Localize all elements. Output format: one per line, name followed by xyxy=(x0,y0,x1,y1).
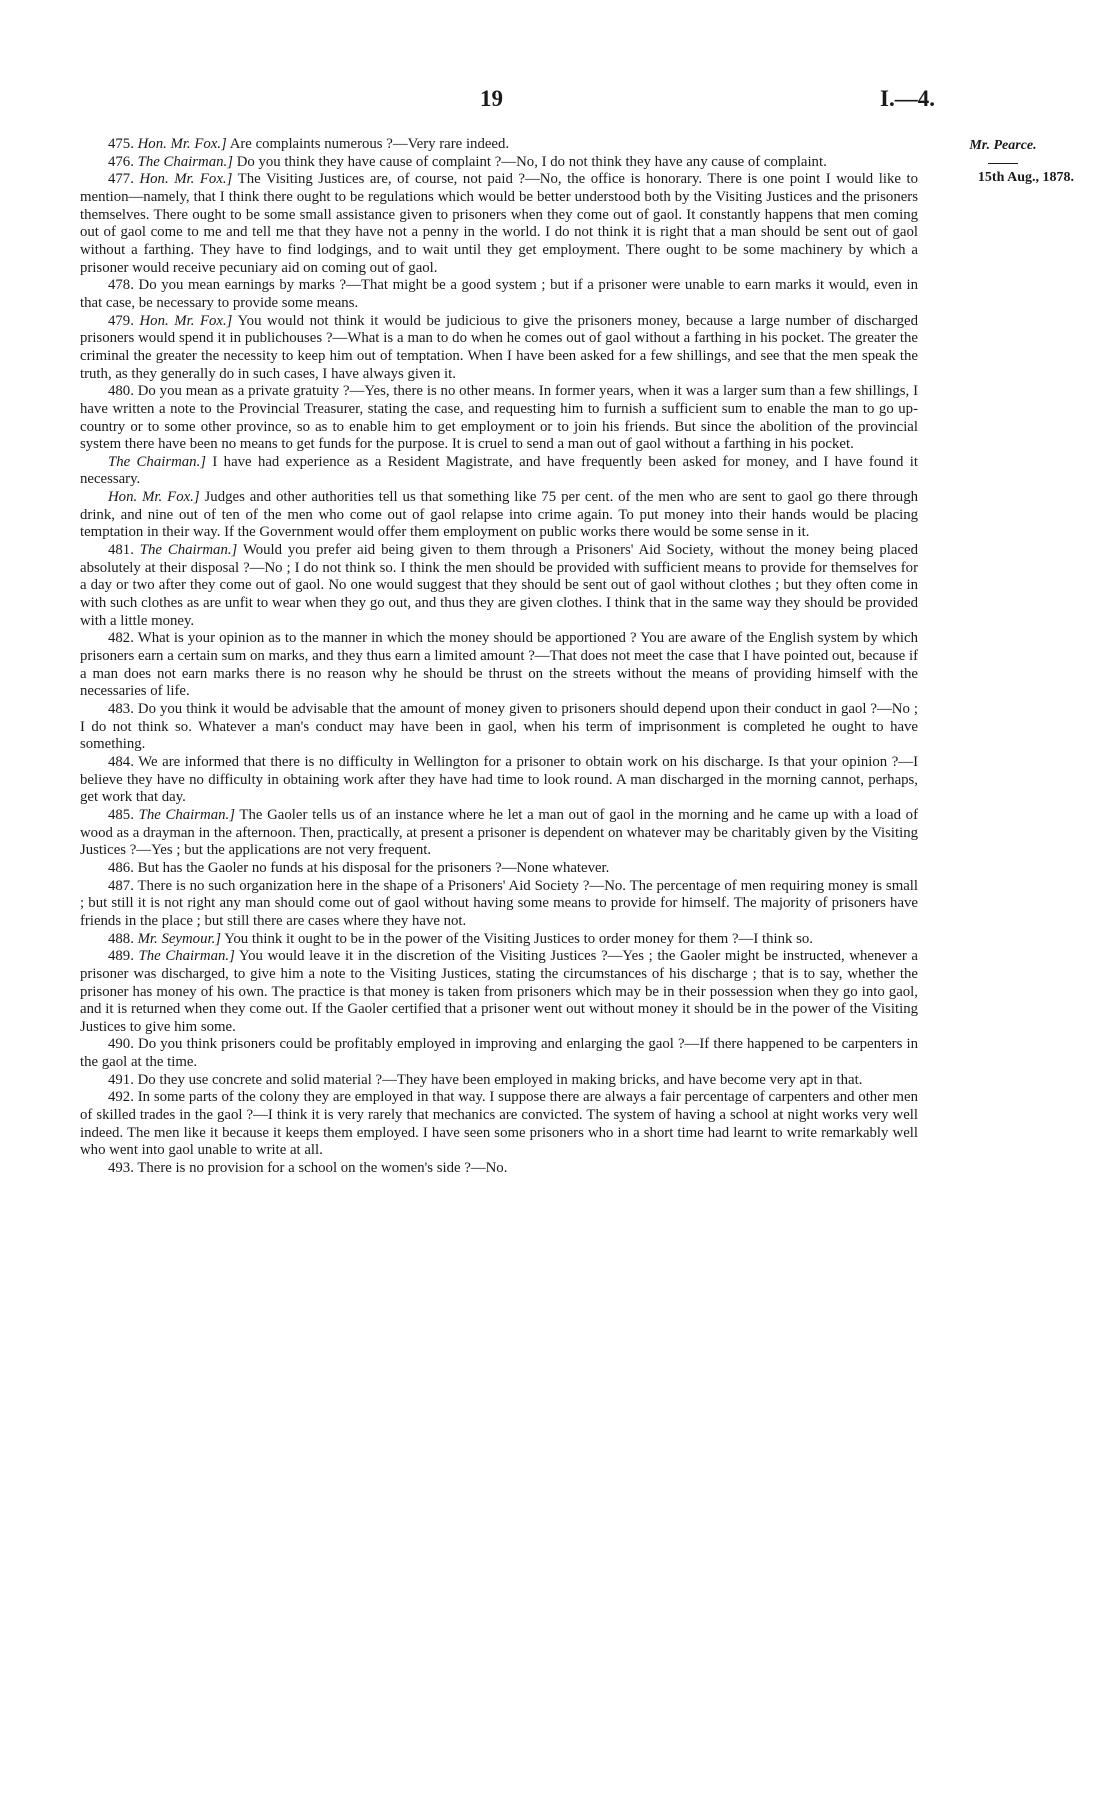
question-number: 477. xyxy=(108,171,134,188)
evidence-paragraph xyxy=(80,489,918,542)
question-number: 482. xyxy=(108,630,134,647)
evidence-paragraph xyxy=(80,860,918,878)
speaker-name: Hon. Mr. Fox.] xyxy=(139,171,233,188)
speaker-name: Mr. Seymour.] xyxy=(137,930,222,947)
question-number: 491. xyxy=(108,1071,134,1088)
evidence-paragraph xyxy=(80,454,918,489)
paragraph-text: Judges and other authorities tell us that something like 75 per cent. of the men who are sent to gaol go there through drink, and nine out of ten of the men who come out of gaol relapse into crime again. To put money into their hands would be placing temptation in their way. If the Government would offer them employment on public works there would be some sense in it. xyxy=(80,489,918,541)
question-number: 490. xyxy=(108,1036,134,1053)
question-number: 483. xyxy=(108,701,134,717)
question-number: 493. xyxy=(108,1160,134,1177)
evidence-paragraph xyxy=(80,878,918,931)
evidence-paragraph xyxy=(80,277,918,312)
evidence-paragraph xyxy=(80,701,918,754)
paragraph-text: Would you prefer aid being given to them through a Prisoners' Aid Society, without the money being placed absolutely at their disposal ?—No ; I do not think so. I think the men should be provided with sufficient means to provide for themselves for a day or two after they come out of gaol. No one would suggest that they should be sent out of gaol without clothes ; but they often come in with such clothes as are unfit to wear when they go out, and thus they are given clothes. I think that in the same way they should be provided with a little money. xyxy=(80,542,919,629)
evidence-body xyxy=(80,136,918,1178)
paragraph-text: Do you mean as a private gratuity ?—Yes, there is no other means. In former years, when it was a larger sum than a few shillings, I have written a note to the Provincial Treasurer, stating the case, and requesting him to furnish a sufficient sum to enable the man to go up-country or to some other province, so as to enable him to get employment or to join his friends. But since the abolition of the provincial system there have been no means to get funds for the purpose. It is cruel to send a man out of gaol without a farthing in his pocket. xyxy=(80,383,918,453)
evidence-paragraph xyxy=(80,1089,918,1160)
evidence-paragraph xyxy=(80,754,918,807)
evidence-paragraph xyxy=(80,1160,918,1178)
paragraph-text: I have had experience as a Resident Magistrate, and have frequently been asked for money, and I have found it necessary. xyxy=(80,453,918,488)
paragraph-text: But has the Gaoler no funds at his disposal for the prisoners ?—None whatever. xyxy=(137,859,610,876)
question-number: 484. xyxy=(108,753,134,770)
paragraph-text: Do you think prisoners could be profitably employed in improving and enlarging the gaol ?—If there happened to be carpenters in the gaol at the time. xyxy=(80,1036,919,1071)
paragraph-text: We are informed that there is no difficulty in Wellington for a prisoner to obtain work on his discharge. Is that your opinion ?—I believe they have no difficulty in obtaining work after they have had time to look round. A man discharged in the morning cannot, perhaps, get work that day. xyxy=(80,753,918,806)
page-number: 19 xyxy=(480,86,503,111)
paragraph-text: You think it ought to be in the power of the Visiting Justices to order money for them ?—I think so. xyxy=(224,930,813,947)
question-number: 478. xyxy=(108,277,134,294)
question-number: 492. xyxy=(108,1089,134,1106)
question-number: 485. xyxy=(108,806,134,823)
evidence-paragraph xyxy=(80,948,918,1036)
evidence-paragraph xyxy=(80,542,918,630)
question-number: 489. xyxy=(108,948,134,965)
margin-divider xyxy=(988,163,1018,164)
evidence-paragraph xyxy=(80,154,918,172)
paragraph-text: Do you think they have cause of complaint ?—No, I do not think they have any cause of complaint. xyxy=(236,153,827,170)
question-number: 480. xyxy=(108,383,134,400)
evidence-paragraph xyxy=(80,807,918,860)
question-number: 487. xyxy=(108,877,134,894)
paragraph-text: You would not think it would be judicious to give the prisoners money, because a large number of discharged prisoners would spend it in publichouses ?—What is a man to do when he comes out of gaol without a farthing in his pocket. The greater the criminal the greater the necessity to keep him out of temptation. When I have been asked for a few shillings, and see that the men speak the truth, as they generally do in such cases, I have always given it. xyxy=(80,312,918,382)
paragraph-text: You would leave it in the discretion of the Visiting Justices ?—Yes ; the Gaoler might be instructed, whenever a prisoner was discharged, to give him a note to the Visiting Justices, stating the circumstances of his discharge ; that is to say, whether the prisoner has money of his own. The practice is that money is taken from prisoners which may be in their possession when they go into gaol, and it is returned when they come out. If the Gaoler certified that a prisoner went out without money it should be in the power of the Visiting Justices to give him some. xyxy=(80,948,918,1035)
speaker-name: The Chairman.] xyxy=(138,806,235,823)
evidence-paragraph xyxy=(80,136,918,154)
witness-name: Mr. Pearce. xyxy=(969,138,1037,153)
paragraph-text: What is your opinion as to the manner in which the money should be apportioned ? You are aware of the English system by which prisoners earn a certain sum on marks, and they thus earn a limited amount ?—That does not meet the case that I have pointed out, because if a man does not earn marks there is no reason why he should be thrust on the streets without the means of providing himself with the necessaries of life. xyxy=(80,630,918,700)
question-number: 476. xyxy=(108,153,134,170)
paragraph-text: Do you mean earnings by marks ?—That might be a good system ; but if a prisoner were unable to earn marks it would, even in that case, be necessary to provide some means. xyxy=(80,277,918,311)
evidence-paragraph xyxy=(80,931,918,949)
paragraph-text: Do you think it would be advisable that the amount of money given to prisoners should depend upon their conduct in gaol ?—No ; I do not think so. Whatever a man's conduct may have been in gaol, when his term of imprisonment is completed he ought to have something. xyxy=(80,701,919,753)
evidence-paragraph xyxy=(80,171,918,277)
evidence-paragraph xyxy=(80,1072,918,1090)
paper-reference: I.—4. xyxy=(880,86,935,111)
speaker-name: Hon. Mr. Fox.] xyxy=(137,136,227,152)
speaker-name: Hon. Mr. Fox.] xyxy=(108,489,200,506)
paragraph-text: There is no provision for a school on the women's side ?—No. xyxy=(137,1160,508,1177)
evidence-paragraph xyxy=(80,313,918,384)
speaker-name: The Chairman.] xyxy=(137,153,233,170)
paragraph-text: In some parts of the colony they are employed in that way. I suppose there are always a fair percentage of carpenters and other men of skilled trades in the gaol ?—I think it is very rarely that mechanics are convicted. The system of having a school at night works very well indeed. The men like it because it keeps them employed. I have seen some prisoners who in a short time had learnt to write remarkably well who went into gaol unable to write at all. xyxy=(80,1089,918,1159)
evidence-paragraph xyxy=(80,1036,918,1071)
speaker-name: The Chairman.] xyxy=(108,453,207,470)
question-number: 488. xyxy=(108,930,134,947)
evidence-paragraph xyxy=(80,630,918,701)
question-number: 481. xyxy=(108,542,134,559)
paragraph-text: The Gaoler tells us of an instance where he let a man out of gaol in the morning and he came up with a load of wood as a drayman in the afternoon. Then, practically, at present a prisoner is dependent on whatever may be charitably given by the Visiting Justices ?—Yes ; but the applications are not very frequent. xyxy=(80,806,919,859)
speaker-name: Hon. Mr. Fox.] xyxy=(139,312,233,329)
paragraph-text: Are complaints numerous ?—Very rare indeed. xyxy=(229,136,510,152)
question-number: 475. xyxy=(108,136,134,152)
paragraph-text: The Visiting Justices are, of course, not paid ?—No, the office is honorary. There is one point I would like to mention—namely, that I think there ought to be regulations which would be better understood both by the Visiting Justices and the prisoners themselves. There ought to be some small assistance given to prisoners when they come out of gaol. It constantly happens that men coming out of gaol come to me and tell me that they have not a penny in the world. I do not think it is right that a man should be sent out of gaol without a farthing. They have to find lodgings, and to wait until they get employment. There ought to be some machinery by which a prisoner would receive pecuniary aid on coming out of gaol. xyxy=(80,171,919,276)
speaker-name: The Chairman.] xyxy=(139,542,238,559)
hearing-date: 15th Aug., 1878. xyxy=(977,170,1074,185)
paragraph-text: There is no such organization here in the shape of a Prisoners' Aid Society ?—No. The percentage of men requiring money is small ; but still it is not right any man should come out of gaol without having some means to provide for himself. The majority of prisoners have friends in the place ; but still there are cases where they have not. xyxy=(80,877,918,929)
evidence-paragraph xyxy=(80,383,918,454)
question-number: 479. xyxy=(108,312,134,329)
speaker-name: The Chairman.] xyxy=(138,948,235,965)
paragraph-text: Do they use concrete and solid material ?—They have been employed in making bricks, and have become very apt in that. xyxy=(137,1071,863,1088)
question-number: 486. xyxy=(108,859,134,876)
